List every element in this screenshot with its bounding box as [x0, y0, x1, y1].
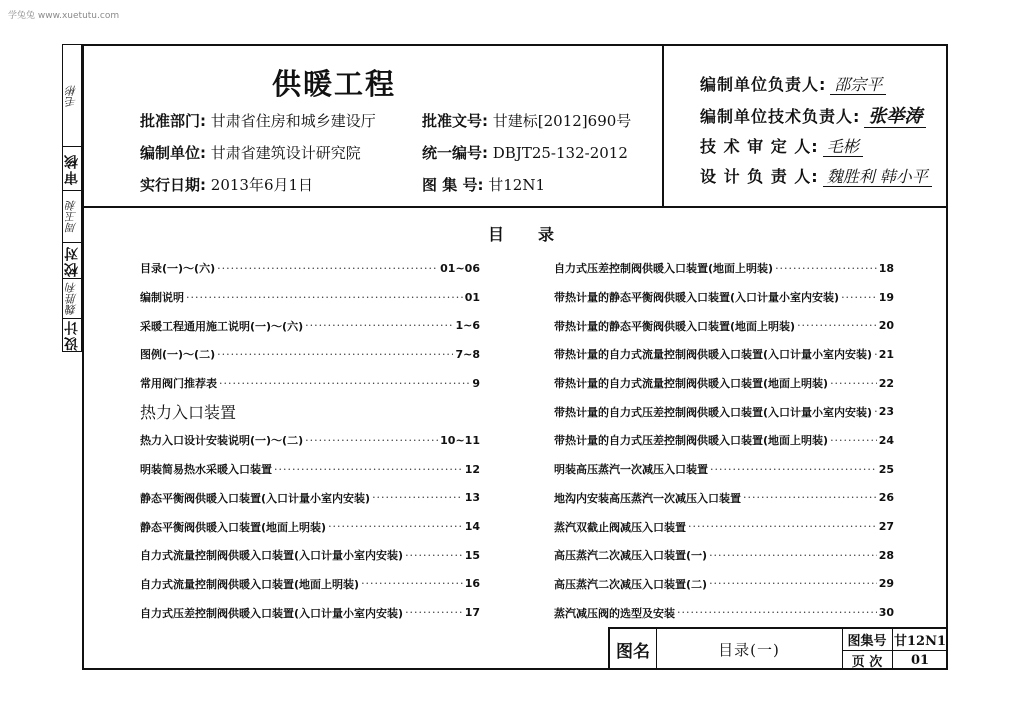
toc-entry-title: 编制说明 — [140, 291, 184, 305]
toc-entry — [554, 598, 894, 627]
toc-entry — [554, 340, 894, 369]
responsible-unit-head — [700, 72, 886, 95]
toc-entry-page: 22 — [878, 376, 894, 390]
toc-entry — [554, 426, 894, 455]
toc-leader-dots — [688, 520, 877, 533]
responsible-designer-signature: 魏胜利 韩小平 — [823, 167, 932, 187]
toc-section-heading — [140, 397, 480, 426]
toc-leader-dots — [709, 549, 877, 562]
toc-entry-page: 14 — [464, 520, 480, 534]
toc-leader-dots — [405, 606, 463, 619]
strip-signature-proof: 周玉昶 — [65, 200, 78, 233]
toc-leader-dots — [274, 463, 463, 476]
toc-entry-title: 带热计量的自力式流量控制阀供暖入口装置(地面上明装) — [554, 377, 829, 391]
toc-entry-page: 25 — [878, 462, 894, 476]
toc-entry-page: 01 — [464, 290, 480, 304]
toc-entry — [140, 570, 480, 599]
toc-entry-page: 16 — [464, 577, 480, 591]
toc-entry-title: 自力式流量控制阀供暖入口装置(入口计量小室内安装) — [140, 549, 404, 563]
toc-entry — [140, 369, 480, 398]
toc-entry-title: 自力式压差控制阀供暖入口装置(地面上明装) — [554, 262, 774, 276]
toc-leader-dots — [305, 319, 453, 332]
strip-cell-review-label — [63, 147, 81, 191]
toc-entry-title: 带热计量的自力式压差控制阀供暖入口装置(入口计量小室内安装) — [554, 405, 873, 419]
toc-entry-title: 图例(一)～(二) — [140, 348, 216, 362]
toc-entry-title: 带热计量的自力式压差控制阀供暖入口装置(地面上明装) — [554, 434, 829, 448]
toc-entry-title: 带热计量的自力式流量控制阀供暖入口装置(入口计量小室内安装) — [554, 348, 873, 362]
toc-entry — [554, 541, 894, 570]
responsible-reviewer-label: 技 术 审 定 人: — [700, 137, 819, 156]
responsible-reviewer-signature: 毛彬 — [823, 137, 863, 157]
toc-entry-title: 静态平衡阀供暖入口装置(入口计量小室内安装) — [140, 491, 371, 505]
strip-cell-proof-label — [63, 243, 81, 279]
toc-entry-page: 23 — [878, 405, 894, 419]
toc-entry — [554, 455, 894, 484]
toc-entry — [554, 397, 894, 426]
toc-entry-page: 1~6 — [455, 319, 480, 333]
toc-entry — [140, 254, 480, 283]
header-vertical-divider — [662, 46, 664, 206]
toc-leader-dots — [775, 262, 877, 275]
toc-entry-page: 20 — [878, 319, 894, 333]
toc-entry-page: 7~8 — [455, 347, 480, 361]
toc-entry-title: 明装简易热水采暖入口装置 — [140, 463, 272, 477]
compiler-value: 甘肃省建筑设计研究院 — [210, 144, 361, 162]
responsible-tech-head-signature: 张举涛 — [864, 106, 926, 128]
toc-entry — [140, 484, 480, 513]
toc-entry-title: 高压蒸汽二次减压入口装置(一) — [554, 549, 708, 563]
toc-entry — [140, 426, 480, 455]
toc-entry-title: 蒸汽双截止阀减压入口装置 — [554, 520, 686, 534]
toc-entry-title: 高压蒸汽二次减压入口装置(二) — [554, 577, 708, 591]
responsible-unit-head-signature: 邵宗平 — [830, 75, 886, 95]
toc-leader-dots — [217, 262, 438, 275]
toc-entry — [554, 283, 894, 312]
toc-entry — [140, 455, 480, 484]
responsible-tech-head-label: 编制单位技术负责人: — [700, 107, 861, 126]
toc-entry-title: 自力式流量控制阀供暖入口装置(地面上明装) — [140, 577, 360, 591]
approval-dept-label: 批准部门: — [140, 112, 206, 130]
toc-entry-page: 01~06 — [440, 261, 480, 275]
toc-entry — [140, 598, 480, 627]
toc-leader-dots — [743, 491, 877, 504]
toc-entry-title: 带热计量的静态平衡阀供暖入口装置(入口计量小室内安装) — [554, 291, 840, 305]
toc-entry — [554, 254, 894, 283]
toc-leader-dots — [361, 577, 463, 590]
toc-entry-title: 地沟内安装高压蒸汽一次减压入口装置 — [554, 491, 741, 505]
title-block-atlas-label: 图集号 — [847, 634, 887, 649]
strip-cell-proof — [63, 191, 81, 243]
approval-dept — [140, 110, 376, 131]
toc-entry-page: 27 — [878, 520, 894, 534]
approval-no — [422, 110, 631, 131]
effective-date-label: 实行日期: — [140, 176, 206, 194]
toc-entry — [554, 512, 894, 541]
compiler — [140, 142, 361, 163]
toc-entry — [140, 541, 480, 570]
toc-leader-dots — [841, 291, 877, 304]
toc-entry-page: 9 — [472, 376, 480, 390]
toc-leader-dots — [217, 348, 453, 361]
responsible-reviewer — [700, 134, 863, 157]
toc-leader-dots — [305, 434, 438, 447]
toc-entry — [554, 484, 894, 513]
toc-entry — [140, 311, 480, 340]
toc-entry-title: 明装高压蒸汽一次减压入口装置 — [554, 463, 708, 477]
toc-entry-page: 15 — [464, 548, 480, 562]
toc-entry — [554, 570, 894, 599]
toc-entry-title: 自力式压差控制阀供暖入口装置(入口计量小室内安装) — [140, 606, 404, 620]
toc-entry-page: 29 — [878, 577, 894, 591]
toc-leader-dots — [677, 606, 877, 619]
header-divider — [84, 206, 946, 208]
toc-entry — [140, 340, 480, 369]
approval-no-label: 批准文号: — [422, 112, 488, 130]
atlas-no-value: 甘12N1 — [488, 176, 545, 194]
title-block-page-value: 01 — [910, 652, 930, 668]
drawing-frame — [82, 44, 948, 670]
toc-left-column — [140, 254, 480, 627]
signature-strip — [62, 44, 82, 352]
atlas-no — [422, 174, 545, 195]
toc-entry-title: 静态平衡阀供暖入口装置(地面上明装) — [140, 520, 327, 534]
unified-no-label: 统一编号: — [422, 144, 488, 162]
strip-signature-review: 毛彬 — [65, 84, 78, 107]
toc-leader-dots — [710, 463, 877, 476]
toc-leader-dots — [830, 434, 877, 447]
title-block-atlas-value: 甘12N1 — [893, 634, 947, 649]
atlas-no-label: 图 集 号: — [422, 176, 484, 194]
toc-entry-page: 18 — [878, 261, 894, 275]
strip-signature-design: 魏胜利 — [65, 282, 78, 315]
toc-entry — [140, 283, 480, 312]
toc-entry-title: 目录(一)～(六) — [140, 262, 216, 276]
page-title: 供暖工程 — [272, 67, 397, 101]
approval-no-value: 甘建标[2012]690号 — [492, 112, 632, 130]
compiler-label: 编制单位: — [140, 144, 206, 162]
watermark-text: 学兔兔 www.xuetutu.com — [8, 11, 120, 21]
unified-no-value: DBJT25-132-2012 — [492, 144, 628, 162]
strip-cell-design — [63, 279, 81, 319]
toc-entry-title: 蒸汽减压阀的选型及安装 — [554, 606, 675, 620]
title-block-page-label: 页 次 — [851, 654, 883, 670]
toc-entry-page: 17 — [464, 606, 480, 620]
toc-entry-title: 热力入口设计安装说明(一)～(二) — [140, 434, 304, 448]
toc-entry-page: 21 — [878, 347, 894, 361]
toc-entry-title: 采暖工程通用施工说明(一)～(六) — [140, 319, 304, 333]
toc-entry-page: 12 — [464, 462, 480, 476]
title-block-name-label: 图名 — [616, 642, 650, 662]
strip-label-proof: 校对 — [64, 244, 80, 277]
toc-leader-dots — [874, 405, 877, 418]
strip-cell-design-label — [63, 319, 81, 351]
toc-entry-page: 28 — [878, 548, 894, 562]
toc-leader-dots — [709, 577, 877, 590]
toc-leader-dots — [830, 377, 877, 390]
title-block — [608, 627, 948, 670]
strip-cell-review — [63, 45, 81, 147]
approval-dept-value: 甘肃省住房和城乡建设厅 — [210, 112, 376, 130]
toc-entry — [554, 311, 894, 340]
toc-leader-dots — [328, 520, 463, 533]
toc-leader-dots — [405, 549, 463, 562]
title-block-name-value: 目录(一) — [718, 641, 780, 659]
responsible-tech-head — [700, 102, 926, 128]
responsible-designer-label: 设 计 负 责 人: — [700, 167, 819, 186]
toc-entry — [554, 369, 894, 398]
toc-entry-page: 19 — [878, 290, 894, 304]
responsible-designer — [700, 164, 932, 187]
toc-entry-page: 10~11 — [440, 433, 480, 447]
toc-leader-dots — [219, 377, 470, 390]
effective-date — [140, 174, 313, 195]
toc-heading: 目录 — [488, 225, 589, 244]
toc-entry — [140, 512, 480, 541]
effective-date-value: 2013年6月1日 — [210, 176, 314, 194]
toc-leader-dots — [372, 491, 463, 504]
toc-entry-title: 热力入口装置 — [140, 403, 237, 423]
toc-leader-dots — [874, 348, 877, 361]
strip-label-design: 设计 — [64, 319, 80, 351]
toc-entry-page: 24 — [878, 433, 894, 447]
toc-leader-dots — [797, 319, 877, 332]
toc-entry-page: 13 — [464, 491, 480, 505]
strip-label-review: 审核 — [64, 152, 80, 185]
toc-entry-title: 带热计量的静态平衡阀供暖入口装置(地面上明装) — [554, 319, 796, 333]
toc-right-column — [554, 254, 894, 627]
toc-entry-title: 常用阀门推荐表 — [140, 377, 217, 391]
unified-no — [422, 142, 628, 163]
toc-entry-page: 30 — [878, 606, 894, 620]
toc-leader-dots — [186, 291, 463, 304]
toc-entry-page: 26 — [878, 491, 894, 505]
responsible-unit-head-label: 编制单位负责人: — [700, 75, 827, 94]
